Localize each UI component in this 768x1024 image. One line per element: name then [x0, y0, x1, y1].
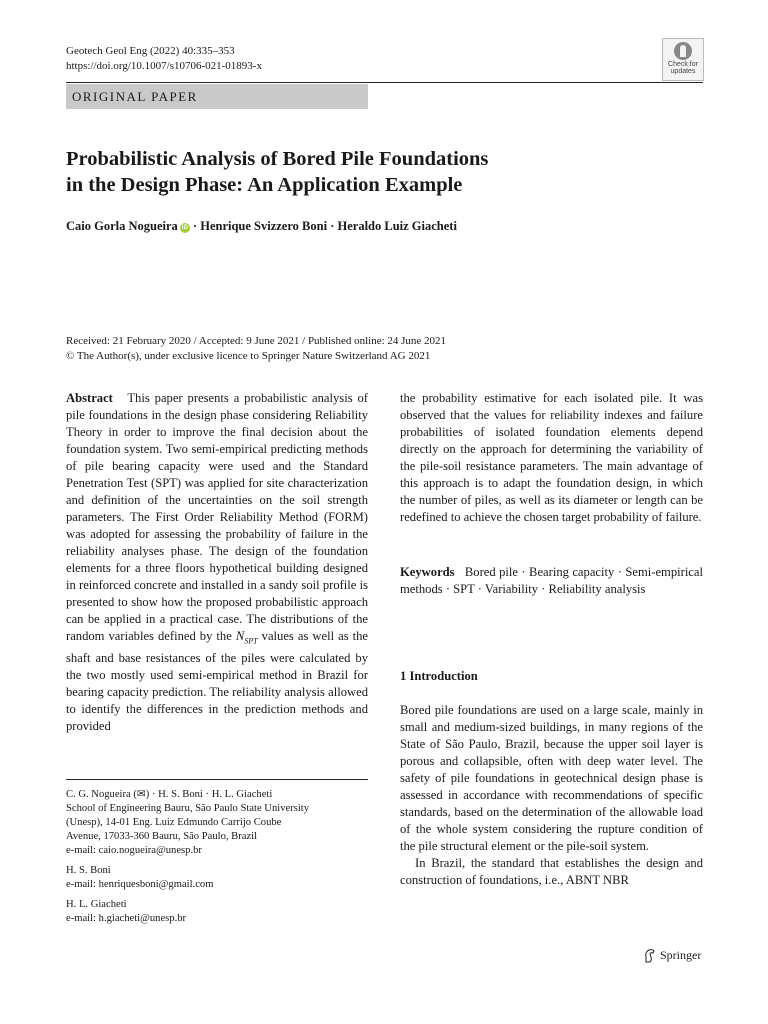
email-link[interactable]: e-mail: h.giacheti@unesp.br — [66, 913, 187, 924]
check-for-updates-badge[interactable]: Check for updates — [662, 38, 704, 81]
paragraph: In Brazil, the standard that establishes the design and construction of foundations, i.e., ABNT NBR — [400, 856, 703, 887]
author-3[interactable]: Heraldo Luiz Giacheti — [337, 219, 457, 233]
springer-horse-icon — [643, 948, 656, 963]
author-2[interactable]: Henrique Svizzero Boni — [200, 219, 328, 233]
abstract-label: Abstract — [66, 391, 113, 405]
abstract-continued: the probability estimative for each isolated pile. It was observed that the values for reliability indexes and failure probabilities of isolated foundation elements depend directly on the approach for determining the variability of the pile-soil resistance parameters. The main advantage of this approach is to adapt the foundation design, in which the number of piles, as well as its diameter or length can be redefined to achieve the chosen target probability of failure. — [400, 391, 703, 524]
publication-dates: Received: 21 February 2020 / Accepted: 9 June 2021 / Published online: 24 June 2021 © The Author(s), under exclusive licence to Springer Nature Switzerland AG 2021 — [66, 335, 447, 362]
doi-link[interactable]: https://doi.org/10.1007/s10706-021-01893-x — [66, 60, 262, 72]
keywords: Keywords Bored pile · Bearing capacity · Semi-empirical methods · SPT · Variability · Reliability analysis — [400, 565, 703, 596]
paper-title: Probabilistic Analysis of Bored Pile Foundations in the Design Phase: An Application Example — [66, 148, 489, 196]
author-1[interactable]: Caio Gorla Nogueira — [66, 219, 178, 233]
email-link[interactable]: e-mail: henriquesboni@gmail.com — [66, 879, 214, 890]
header-rule — [66, 82, 703, 83]
section-heading-introduction: 1 Introduction — [400, 669, 478, 683]
journal-header — [66, 44, 262, 74]
paragraph: Bored pile foundations are used on a large scale, mainly in small and medium-sized buildings, in many regions of the State of São Paulo, Brazil, because the upper soil layer is porous and collapsible, often with deep water level. The safety of pile foundations in geotechnical design phase is assessed in accordance with recommendations of specific standards, based on the determination of the allowable load of the whole system considering the rupture condition of the pile structural element or the pile-soil system. — [400, 703, 703, 853]
orcid-icon[interactable]: iD — [181, 225, 188, 231]
nspt-symbol: $N_{SPT}$ — [235, 629, 258, 646]
introduction-body — [400, 702, 703, 889]
abstract: Abstract This paper presents a probabilistic analysis of pile foundations in the design phase considering Reliability Theory in order to improve the final decision about the foundation system. Two semi-empirical predicting methods of pile bearing capacity were used and the Standard Penetration Test (SPT) was applied for site characterization and definition of the uncertainties on the soil strength parameters. The First Order Reliability Method (FORM) was adopted for assessing the probability of failure in the reliability analyses phase. The design of the foundation elements for a three floors hypothetical building designed in reinforced concrete and installed in a sandy soil profile is presented to show how the proposed probabilistic approach can be applied in a practical case. The distributions of the random variables defined by the $N_{SPT}$ values as well as the shaft and base resistances of the piles were calculated by the two mostly used semi-empirical method in Brazil for bearing capacity prediction. The reliability analysis allowed to identify the differences in the prediction methods and provided — [66, 391, 369, 733]
keywords-label: Keywords — [400, 565, 455, 579]
section-label: ORIGINAL PAPER — [66, 84, 368, 109]
check-updates-icon — [674, 42, 692, 60]
footnote-rule — [66, 779, 368, 780]
author-list: Caio Gorla Nogueira iD · Henrique Svizzero Boni · Heraldo Luiz Giacheti — [66, 219, 457, 233]
journal-citation: Geotech Geol Eng (2022) 40:335–353 — [66, 45, 235, 57]
author-affiliations: C. G. Nogueira (✉) · H. S. Boni · H. L. Giacheti School of Engineering Bauru, São Paulo State University (Unesp), 14-01 Eng. Luiz Edmundo Carrijo Coube Avenue, 17033-360 Bauru, São Paulo, Brazil e-mail: caio.nogueira@unesp.br H. S. Boni e-mail: henriquesboni@gmail.com H. L. Giacheti e-mail: h.giacheti@unesp.br — [66, 788, 368, 932]
publisher-logo: Springer — [643, 948, 701, 963]
email-link[interactable]: e-mail: caio.nogueira@unesp.br — [66, 845, 202, 856]
